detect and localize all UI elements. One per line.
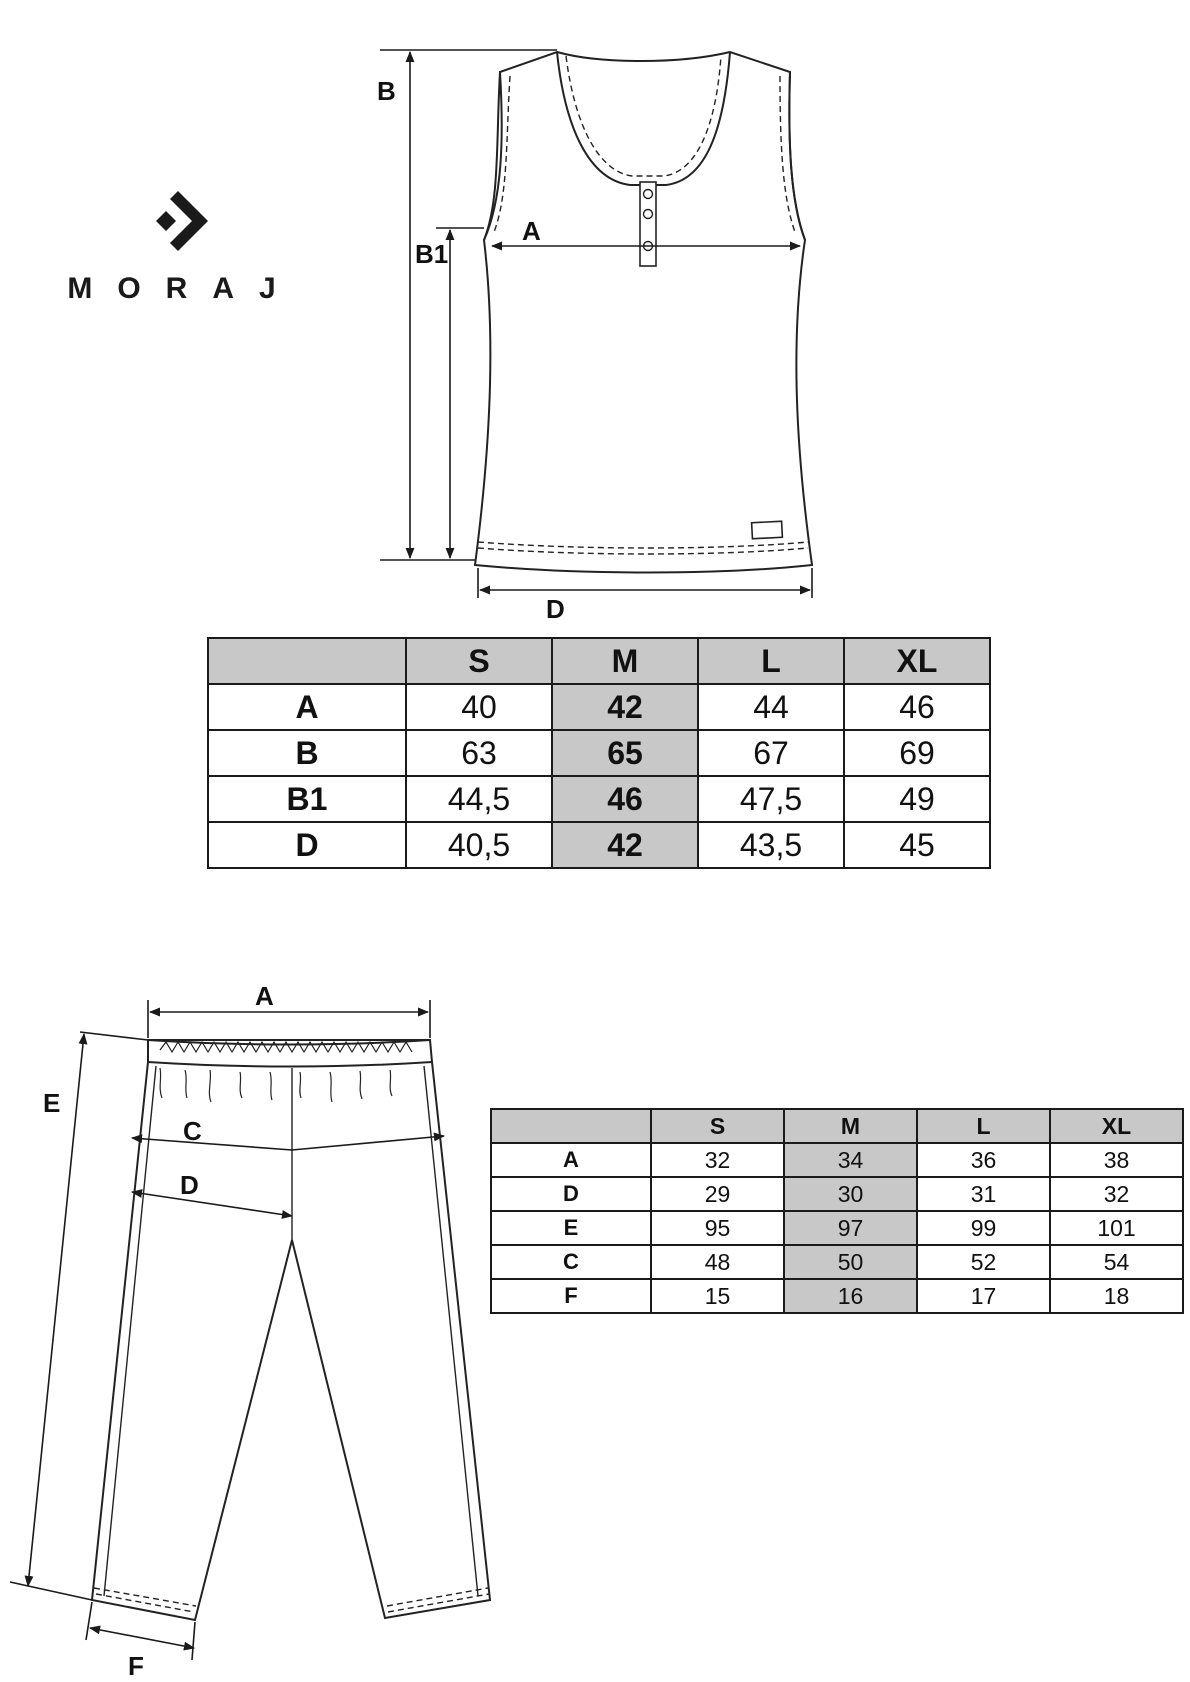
table-cell: 18	[1050, 1279, 1183, 1313]
table-cell: 43,5	[698, 822, 844, 868]
table-cell: 52	[917, 1245, 1050, 1279]
row-label: A	[491, 1143, 651, 1177]
table-cell: 45	[844, 822, 990, 868]
table-row	[208, 684, 990, 730]
table-cell: 48	[651, 1245, 784, 1279]
table-cell-highlight: 97	[784, 1211, 917, 1245]
header-size: L	[698, 638, 844, 684]
row-label: B1	[208, 776, 406, 822]
table-cell: 32	[1050, 1177, 1183, 1211]
pants-size-table	[490, 1108, 1184, 1314]
header-empty	[491, 1109, 651, 1143]
table-cell: 44	[698, 684, 844, 730]
pants-label-c: C	[183, 1116, 202, 1146]
table-row	[491, 1245, 1183, 1279]
table-cell-highlight: 50	[784, 1245, 917, 1279]
table-row	[491, 1211, 1183, 1245]
table-cell: 17	[917, 1279, 1050, 1313]
table-cell: 46	[844, 684, 990, 730]
row-label: C	[491, 1245, 651, 1279]
tank-label-b: B	[377, 76, 396, 106]
header-size: S	[406, 638, 552, 684]
table-cell: 69	[844, 730, 990, 776]
tank-size-table	[207, 637, 991, 869]
table-cell: 31	[917, 1177, 1050, 1211]
table-row	[491, 1177, 1183, 1211]
table-row	[208, 730, 990, 776]
row-label: B	[208, 730, 406, 776]
table-cell-highlight: 65	[552, 730, 698, 776]
table-cell-highlight: 16	[784, 1279, 917, 1313]
row-label: F	[491, 1279, 651, 1313]
table-cell: 29	[651, 1177, 784, 1211]
pants-label-a: A	[255, 981, 274, 1011]
row-label: D	[491, 1177, 651, 1211]
row-label: E	[491, 1211, 651, 1245]
header-size: S	[651, 1109, 784, 1143]
table-header-row	[208, 638, 990, 684]
pants-label-f: F	[128, 1651, 144, 1681]
table-cell: 15	[651, 1279, 784, 1313]
header-empty	[208, 638, 406, 684]
tank-label-a: A	[522, 216, 541, 246]
table-row	[491, 1279, 1183, 1313]
table-cell-highlight: 30	[784, 1177, 917, 1211]
table-cell: 67	[698, 730, 844, 776]
pants-label-e: E	[43, 1088, 61, 1118]
header-size: XL	[1050, 1109, 1183, 1143]
table-cell: 54	[1050, 1245, 1183, 1279]
table-cell-highlight: 42	[552, 822, 698, 868]
table-cell: 101	[1050, 1211, 1183, 1245]
table-cell-highlight: 34	[784, 1143, 917, 1177]
table-cell-highlight: 42	[552, 684, 698, 730]
tank-label-b1: B1	[415, 239, 449, 269]
table-cell-highlight: 46	[552, 776, 698, 822]
table-cell: 95	[651, 1211, 784, 1245]
tank-label-d: D	[546, 594, 565, 624]
table-cell: 63	[406, 730, 552, 776]
brand-name: MORAJ	[67, 272, 301, 305]
table-cell: 44,5	[406, 776, 552, 822]
table-cell: 40	[406, 684, 552, 730]
tank-top-drawing	[475, 52, 812, 573]
pants-label-d: D	[180, 1170, 199, 1200]
table-row	[491, 1143, 1183, 1177]
table-cell: 38	[1050, 1143, 1183, 1177]
table-row	[208, 822, 990, 868]
header-size: M	[784, 1109, 917, 1143]
table-row	[208, 776, 990, 822]
table-cell: 40,5	[406, 822, 552, 868]
header-size: XL	[844, 638, 990, 684]
table-cell: 32	[651, 1143, 784, 1177]
table-cell: 99	[917, 1211, 1050, 1245]
table-cell: 47,5	[698, 776, 844, 822]
pants-drawing	[92, 1040, 490, 1620]
table-header-row	[491, 1109, 1183, 1143]
table-cell: 36	[917, 1143, 1050, 1177]
row-label: A	[208, 684, 406, 730]
header-size: M	[552, 638, 698, 684]
header-size: L	[917, 1109, 1050, 1143]
table-cell: 49	[844, 776, 990, 822]
row-label: D	[208, 822, 406, 868]
